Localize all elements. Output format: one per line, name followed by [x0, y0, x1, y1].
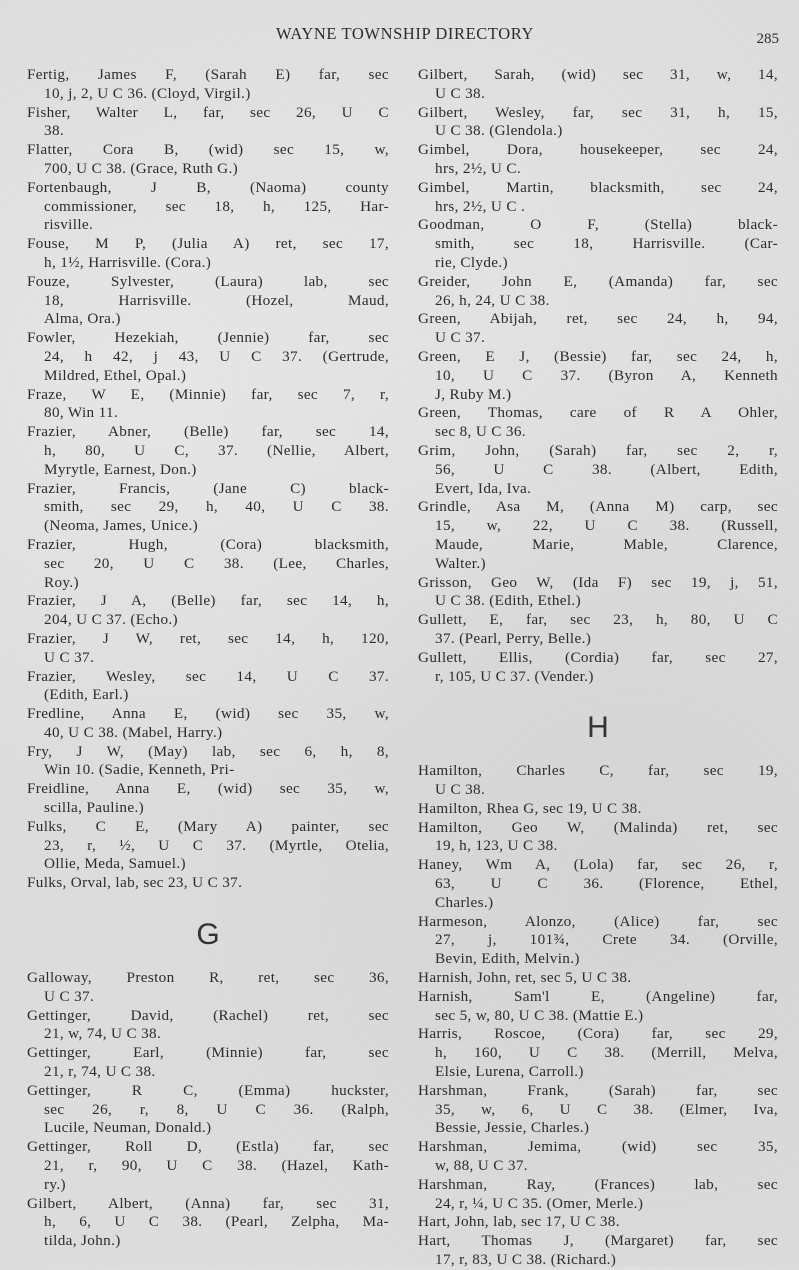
entry-line: U C 37.	[44, 987, 95, 1005]
entry-line: Green, E J, (Bessie) far, sec 24, h,	[418, 347, 778, 365]
entry-line: Fulks, Orval, lab, sec 23, U C 37.	[27, 874, 243, 892]
directory-entry	[27, 705, 389, 743]
directory-entry	[418, 611, 778, 649]
directory-entry	[418, 649, 778, 687]
directory-entry	[27, 780, 389, 818]
directory-entry	[27, 386, 389, 424]
entry-line: 80, Win 11.	[44, 404, 119, 422]
entry-line: U C 38.	[435, 781, 486, 799]
entry-line: scilla, Pauline.)	[44, 799, 145, 817]
entry-line: 35, w, 6, U C 38. (Elmer, Iva,	[435, 1100, 778, 1118]
directory-entry	[27, 630, 389, 668]
entry-line: smith, sec 18, Harrisville. (Car-	[435, 235, 778, 253]
entry-line: 21, r, 74, U C 38.	[44, 1063, 156, 1081]
entry-line: smith, sec 29, h, 40, U C 38.	[44, 498, 389, 516]
entry-line: ry.)	[44, 1175, 66, 1193]
entry-line: Fraze, W E, (Minnie) far, sec 7, r,	[27, 385, 389, 403]
entry-line: Grisson, Geo W, (Ida F) sec 19, j, 51,	[418, 573, 778, 591]
directory-entry	[27, 592, 389, 630]
entry-line: Gettinger, David, (Rachel) ret, sec	[27, 1006, 389, 1024]
entry-line: Bevin, Edith, Melvin.)	[435, 950, 580, 968]
entry-line: Harshman, Frank, (Sarah) far, sec	[418, 1081, 778, 1099]
entry-line: Fulks, C E, (Mary A) painter, sec	[27, 817, 389, 835]
directory-entry	[418, 179, 778, 217]
entry-line: U C 38. (Edith, Ethel.)	[435, 592, 581, 610]
entry-line: Fertig, James F, (Sarah E) far, sec	[27, 66, 389, 83]
directory-entry	[27, 104, 389, 142]
entry-line: 15, w, 22, U C 38. (Russell,	[435, 517, 778, 535]
entry-line: Win 10. (Sadie, Kenneth, Pri-	[44, 761, 235, 779]
entry-line: tilda, John.)	[44, 1232, 121, 1250]
directory-entry	[418, 988, 778, 1026]
directory-entry	[27, 668, 389, 706]
entry-line: 21, w, 74, U C 38.	[44, 1025, 162, 1043]
entry-line: Charles.)	[435, 893, 494, 911]
entry-line: 38.	[44, 122, 65, 140]
directory-entry	[418, 1232, 778, 1270]
left-column	[27, 66, 389, 1251]
entry-line: 204, U C 37. (Echo.)	[44, 611, 178, 629]
directory-entry	[418, 273, 778, 311]
entry-line: 63, U C 36. (Florence, Ethel,	[435, 875, 778, 893]
entry-line: Gettinger, R C, (Emma) huckster,	[27, 1081, 389, 1099]
entry-line: Frazier, Francis, (Jane C) black-	[27, 479, 389, 497]
entry-line: Gullett, E, far, sec 23, h, 80, U C	[418, 611, 778, 629]
entry-line: Goodman, O F, (Stella) black-	[418, 216, 778, 234]
directory-entry	[418, 762, 778, 800]
directory-entry	[27, 1044, 389, 1082]
directory-entry	[418, 1176, 778, 1214]
directory-entry	[418, 574, 778, 612]
directory-entry	[418, 969, 778, 988]
directory-entry	[27, 1007, 389, 1045]
entry-line: h, 1½, Harrisville. (Cora.)	[44, 253, 212, 271]
directory-entry	[418, 66, 778, 104]
entry-line: 24, h 42, j 43, U C 37. (Gertrude,	[44, 347, 389, 365]
directory-entry	[27, 273, 389, 329]
entry-line: Lucile, Neuman, Donald.)	[44, 1119, 212, 1137]
entry-line: h, 160, U C 38. (Merrill, Melva,	[435, 1044, 778, 1062]
entry-line: sec 5, w, 80, U C 38. (Mattie E.)	[435, 1006, 644, 1024]
entry-line: Ollie, Meda, Samuel.)	[44, 855, 186, 873]
entry-line: 40, U C 38. (Mabel, Harry.)	[44, 723, 223, 741]
entry-line: 26, h, 24, U C 38.	[435, 291, 550, 309]
entry-line: Gettinger, Earl, (Minnie) far, sec	[27, 1044, 389, 1062]
directory-entry	[27, 1082, 389, 1138]
entry-line: Bessie, Jessie, Charles.)	[435, 1119, 590, 1137]
entry-line: Harshman, Ray, (Frances) lab, sec	[418, 1175, 778, 1193]
entry-line: Frazier, J W, ret, sec 14, h, 120,	[27, 629, 389, 647]
entry-line: Hamilton, Geo W, (Malinda) ret, sec	[418, 818, 778, 836]
page-header	[0, 22, 799, 48]
directory-entry	[418, 348, 778, 404]
entry-line: Haney, Wm A, (Lola) far, sec 26, r,	[418, 856, 778, 874]
entry-line: Gettinger, Roll D, (Estla) far, sec	[27, 1138, 389, 1156]
entry-line: Frazier, Wesley, sec 14, U C 37.	[27, 667, 389, 685]
directory-entry	[27, 235, 389, 273]
directory-entry	[418, 800, 778, 819]
directory-entry	[418, 141, 778, 179]
directory-entry	[418, 856, 778, 912]
entry-line: hrs, 2½, U C.	[435, 159, 521, 177]
entry-line: 18, Harrisville. (Hozel, Maud,	[44, 291, 389, 309]
entry-line: Harmeson, Alonzo, (Alice) far, sec	[418, 912, 778, 930]
entry-line: Hart, John, lab, sec 17, U C 38.	[418, 1213, 620, 1231]
entry-line: r, 105, U C 37. (Vender.)	[435, 667, 594, 685]
directory-entry	[27, 480, 389, 536]
directory-entry	[418, 104, 778, 142]
entry-line: sec 8, U C 36.	[435, 423, 526, 441]
running-title: WAYNE TOWNSHIP DIRECTORY	[276, 24, 534, 43]
directory-entry	[27, 743, 389, 781]
entry-line: h, 6, U C 38. (Pearl, Zelpha, Ma-	[44, 1213, 389, 1231]
entry-line: 24, r, ¼, U C 35. (Omer, Merle.)	[435, 1194, 644, 1212]
directory-entry	[418, 913, 778, 969]
directory-entry	[418, 498, 778, 573]
entry-line: Walter.)	[435, 554, 486, 572]
entry-line: Fortenbaugh, J B, (Naoma) county	[27, 178, 389, 196]
entry-line: Frazier, Hugh, (Cora) blacksmith,	[27, 535, 389, 553]
entry-line: Maude, Marie, Mable, Clarence,	[435, 535, 778, 553]
entry-line: Mildred, Ethel, Opal.)	[44, 366, 187, 384]
entry-line: U C 37.	[44, 648, 95, 666]
entry-line: risville.	[44, 216, 94, 234]
entry-line: 10, U C 37. (Byron A, Kenneth	[435, 366, 778, 384]
directory-entry	[418, 1138, 778, 1176]
entry-line: Hamilton, Charles C, far, sec 19,	[418, 762, 778, 780]
entry-line: 27, j, 101¾, Crete 34. (Orville,	[435, 931, 778, 949]
directory-entry	[418, 1025, 778, 1081]
directory-entry	[27, 536, 389, 592]
directory-entry	[27, 329, 389, 385]
entry-line: Hart, Thomas J, (Margaret) far, sec	[418, 1232, 778, 1250]
entry-line: 19, h, 123, U C 38.	[435, 837, 558, 855]
directory-entry	[27, 1195, 389, 1251]
entry-line: U C 37.	[435, 329, 486, 347]
entry-line: Gimbel, Dora, housekeeper, sec 24,	[418, 141, 778, 159]
entry-line: sec 26, r, 8, U C 36. (Ralph,	[44, 1100, 389, 1118]
entry-line: Gilbert, Sarah, (wid) sec 31, w, 14,	[418, 66, 778, 83]
entry-line: Roy.)	[44, 573, 79, 591]
directory-entry	[418, 216, 778, 272]
entry-line: Fry, J W, (May) lab, sec 6, h, 8,	[27, 742, 389, 760]
entry-line: Evert, Ida, Iva.	[435, 479, 532, 497]
directory-entry	[418, 1082, 778, 1138]
entry-line: Green, Thomas, care of R A Ohler,	[418, 404, 778, 422]
entry-line: 37. (Pearl, Perry, Belle.)	[435, 629, 592, 647]
entry-line: rie, Clyde.)	[435, 253, 508, 271]
entry-line: 23, r, ½, U C 37. (Myrtle, Otelia,	[44, 836, 389, 854]
entry-line: U C 38. (Glendola.)	[435, 122, 563, 140]
entry-line: Fredline, Anna E, (wid) sec 35, w,	[27, 705, 389, 723]
entry-line: Elsie, Lurena, Carroll.)	[435, 1063, 584, 1081]
entry-line: Fisher, Walter L, far, sec 26, U C	[27, 103, 389, 121]
directory-entry	[27, 969, 389, 1007]
entry-line: Gimbel, Martin, blacksmith, sec 24,	[418, 178, 778, 196]
entry-line: 700, U C 38. (Grace, Ruth G.)	[44, 159, 239, 177]
page-number: 285	[756, 31, 779, 47]
directory-entry	[27, 141, 389, 179]
entry-line: Freidline, Anna E, (wid) sec 35, w,	[27, 780, 389, 798]
entry-line: hrs, 2½, U C .	[435, 197, 526, 215]
entry-line: Harshman, Jemima, (wid) sec 35,	[418, 1138, 778, 1156]
entry-line: 17, r, 83, U C 38. (Richard.)	[435, 1251, 617, 1269]
entry-line: U C 38.	[435, 84, 486, 102]
entry-line: (Neoma, James, Unice.)	[44, 517, 199, 535]
entry-line: Galloway, Preston R, ret, sec 36,	[27, 969, 389, 987]
entry-line: Frazier, J A, (Belle) far, sec 14, h,	[27, 592, 389, 610]
entry-line: Hamilton, Rhea G, sec 19, U C 38.	[418, 799, 642, 817]
directory-entry	[27, 66, 389, 104]
entry-line: Green, Abijah, ret, sec 24, h, 94,	[418, 310, 778, 328]
directory-entry	[418, 442, 778, 498]
entry-line: sec 20, U C 38. (Lee, Charles,	[44, 554, 389, 572]
directory-entry	[418, 310, 778, 348]
entry-line: h, 80, U C, 37. (Nellie, Albert,	[44, 441, 389, 459]
entry-line: Gullett, Ellis, (Cordia) far, sec 27,	[418, 648, 778, 666]
section-letter-heading: G	[196, 918, 220, 952]
entry-line: Fouse, M P, (Julia A) ret, sec 17,	[27, 235, 389, 253]
directory-entry	[27, 874, 389, 893]
entry-line: Grindle, Asa M, (Anna M) carp, sec	[418, 498, 778, 516]
directory-entry	[27, 423, 389, 479]
directory-entry	[418, 1213, 778, 1232]
entry-line: 21, r, 90, U C 38. (Hazel, Kath-	[44, 1157, 389, 1175]
entry-line: Gilbert, Albert, (Anna) far, sec 31,	[27, 1194, 389, 1212]
entry-line: Fouze, Sylvester, (Laura) lab, sec	[27, 272, 389, 290]
entry-line: Flatter, Cora B, (wid) sec 15, w,	[27, 141, 389, 159]
entry-line: Harnish, John, ret, sec 5, U C 38.	[418, 969, 632, 987]
entry-line: Gilbert, Wesley, far, sec 31, h, 15,	[418, 103, 778, 121]
entry-line: Greider, John E, (Amanda) far, sec	[418, 272, 778, 290]
entry-line: J, Ruby M.)	[435, 385, 512, 403]
directory-entry	[27, 818, 389, 874]
entry-line: Harnish, Sam'l E, (Angeline) far,	[418, 987, 778, 1005]
entry-line: w, 88, U C 37.	[435, 1157, 528, 1175]
entry-line: (Edith, Earl.)	[44, 686, 129, 704]
entry-line: commissioner, sec 18, h, 125, Har-	[44, 197, 389, 215]
directory-entry	[27, 179, 389, 235]
entry-line: Frazier, Abner, (Belle) far, sec 14,	[27, 423, 389, 441]
entry-line: Myrytle, Earnest, Don.)	[44, 460, 197, 478]
entry-line: Harris, Roscoe, (Cora) far, sec 29,	[418, 1025, 778, 1043]
entry-line: 56, U C 38. (Albert, Edith,	[435, 460, 778, 478]
entry-line: Fowler, Hezekiah, (Jennie) far, sec	[27, 329, 389, 347]
directory-entry	[27, 1138, 389, 1194]
entry-line: 10, j, 2, U C 36. (Cloyd, Virgil.)	[44, 84, 251, 102]
directory-entry	[418, 819, 778, 857]
directory-entry	[418, 404, 778, 442]
entry-line: Grim, John, (Sarah) far, sec 2, r,	[418, 441, 778, 459]
section-letter-heading: H	[587, 711, 609, 745]
entry-line: Alma, Ora.)	[44, 310, 121, 328]
right-column	[418, 66, 778, 1270]
